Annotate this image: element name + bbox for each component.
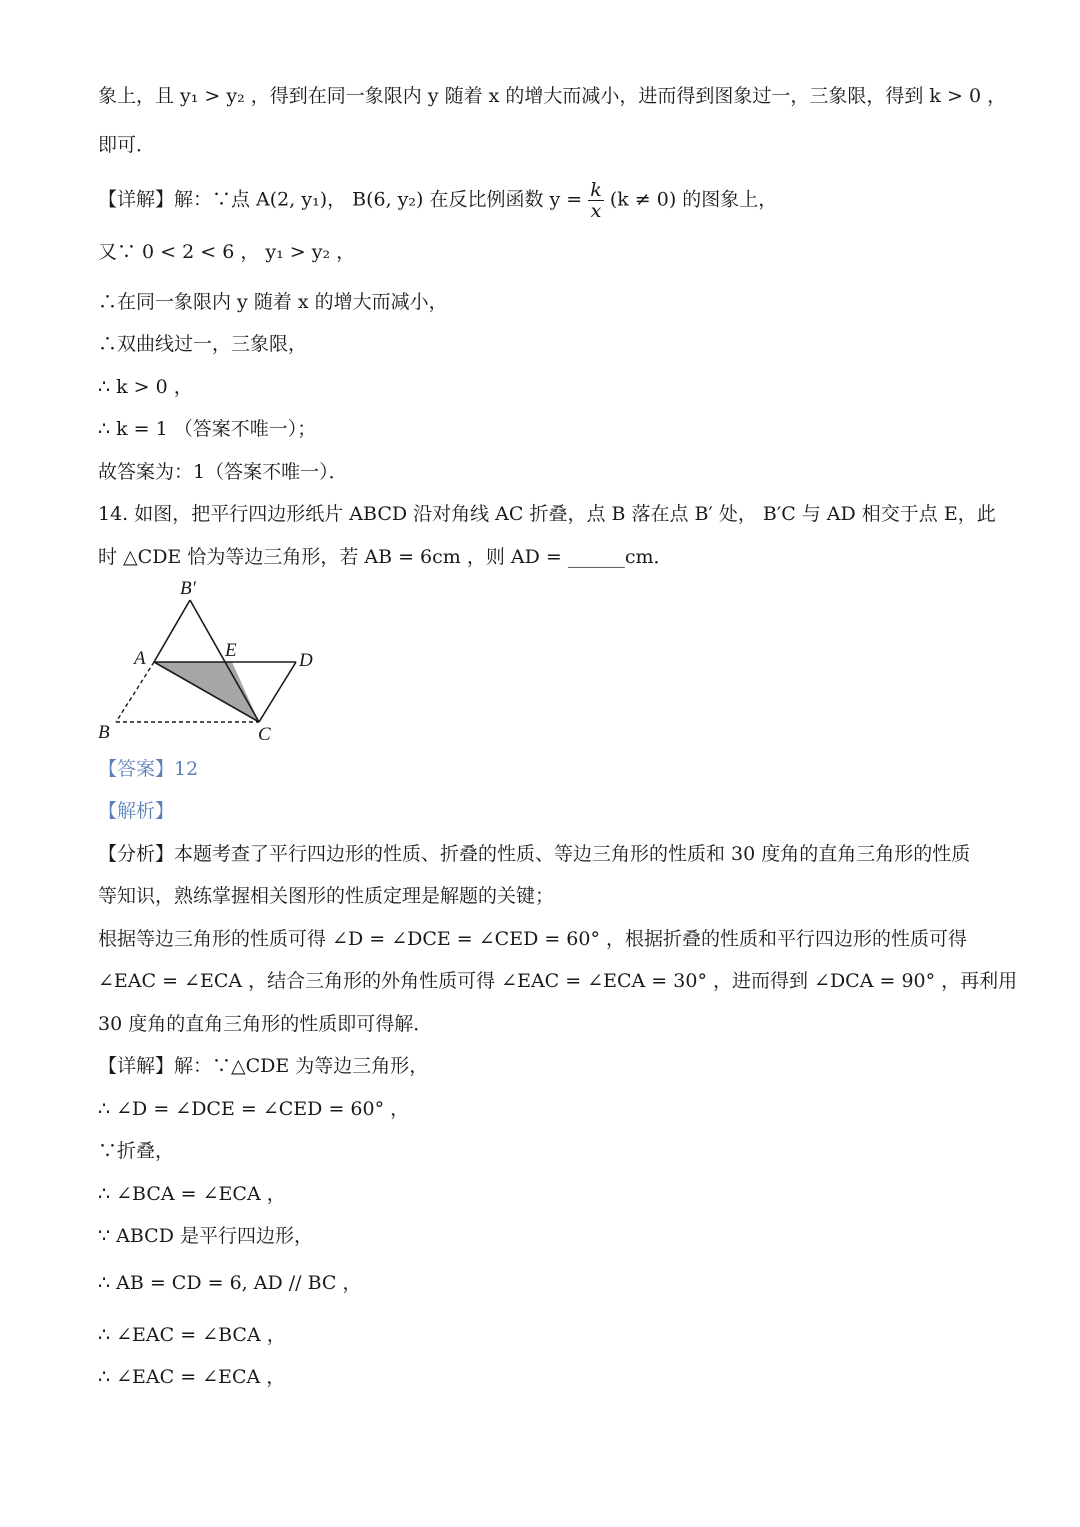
text-line: 又∵ 0 < 2 < 6 ， y₁ > y₂ ， (98, 241, 356, 263)
label-a: A (134, 648, 146, 669)
text-line-fraction (98, 180, 988, 221)
text-line: ∴在同一象限内 y 随着 x 的增大而减小， (98, 291, 448, 313)
segment-d-c (259, 662, 296, 722)
dashed-segment-a-b (116, 662, 154, 722)
fraction-numerator: k (590, 179, 602, 201)
text-line: ∴双曲线过一，三象限， (98, 333, 308, 355)
text-line: ∴ AB = CD = 6, AD // BC ， (98, 1272, 362, 1294)
text-segment: (k ≠ 0) 的图象上， (609, 188, 778, 211)
text-line: 30 度角的直角三角形的性质即可得解． (98, 1013, 433, 1035)
answer-line: 【答案】12 (98, 758, 199, 780)
text-line: 故答案为：1（答案不唯一）． (98, 461, 348, 483)
text-line: 象上，且 y₁ > y₂ ，得到在同一象限内 y 随着 x 的增大而减小，进而得到图象过一，三象限，得到 k > 0 ， (98, 85, 1007, 107)
text-line: ∴ ∠EAC = ∠ECA ， (98, 1366, 286, 1388)
text-line: 根据等边三角形的性质可得 ∠D = ∠DCE = ∠CED = 60° ，根据折叠的性质和平行四边形的性质可得 (98, 928, 968, 950)
label-e: E (225, 640, 237, 661)
text-line: 等知识，熟练掌握相关图形的性质定理是解题的关键； (98, 885, 555, 907)
segment-bprime-c (190, 600, 259, 722)
segment-a-bprime (154, 600, 190, 662)
analysis-heading: 【解析】 (98, 800, 175, 822)
label-c: C (258, 724, 271, 745)
fraction-denominator: x (590, 200, 602, 222)
text-line: ∴ ∠D = ∠DCE = ∠CED = 60° ， (98, 1098, 410, 1120)
text-line: 即可． (98, 134, 156, 156)
text-segment: 【详解】解：∵点 A(2, y₁)， B(6, y₂) 在反比例函数 y = (98, 188, 583, 211)
parallelogram-fold-figure (92, 570, 332, 745)
text-line: ∵折叠， (98, 1140, 175, 1162)
question-14-line: 时 △CDE 恰为等边三角形，若 AB = 6cm ，则 AD = ______cm． (98, 546, 673, 568)
text-line: 【详解】解：∵△CDE 为等边三角形， (98, 1055, 429, 1077)
text-line: ∴ ∠EAC = ∠BCA ， (98, 1324, 286, 1346)
text-line: ∠EAC = ∠ECA ，结合三角形的外角性质可得 ∠EAC = ∠ECA = 30° ，进而得到 ∠DCA = 90° ，再利用 (98, 970, 1018, 992)
text-line: ∴ ∠BCA = ∠ECA ， (98, 1183, 286, 1205)
text-line: 【分析】本题考查了平行四边形的性质、折叠的性质、等边三角形的性质和 30 度角的直角三角形的性质 (98, 843, 971, 865)
label-d: D (299, 650, 313, 671)
text-line: ∴ k = 1 （答案不唯一）； (98, 418, 317, 440)
text-line: ∵ ABCD 是平行四边形， (98, 1225, 313, 1247)
question-14-line: 14. 如图，把平行四边形纸片 ABCD 沿对角线 AC 折叠，点 B 落在点 B′ 处， B′C 与 AD 相交于点 E，此 (98, 503, 996, 525)
label-b-prime: B′ (180, 578, 196, 599)
label-b: B (98, 722, 110, 743)
text-line: ∴ k > 0 ， (98, 376, 193, 398)
fraction-k-over-x (588, 180, 604, 221)
